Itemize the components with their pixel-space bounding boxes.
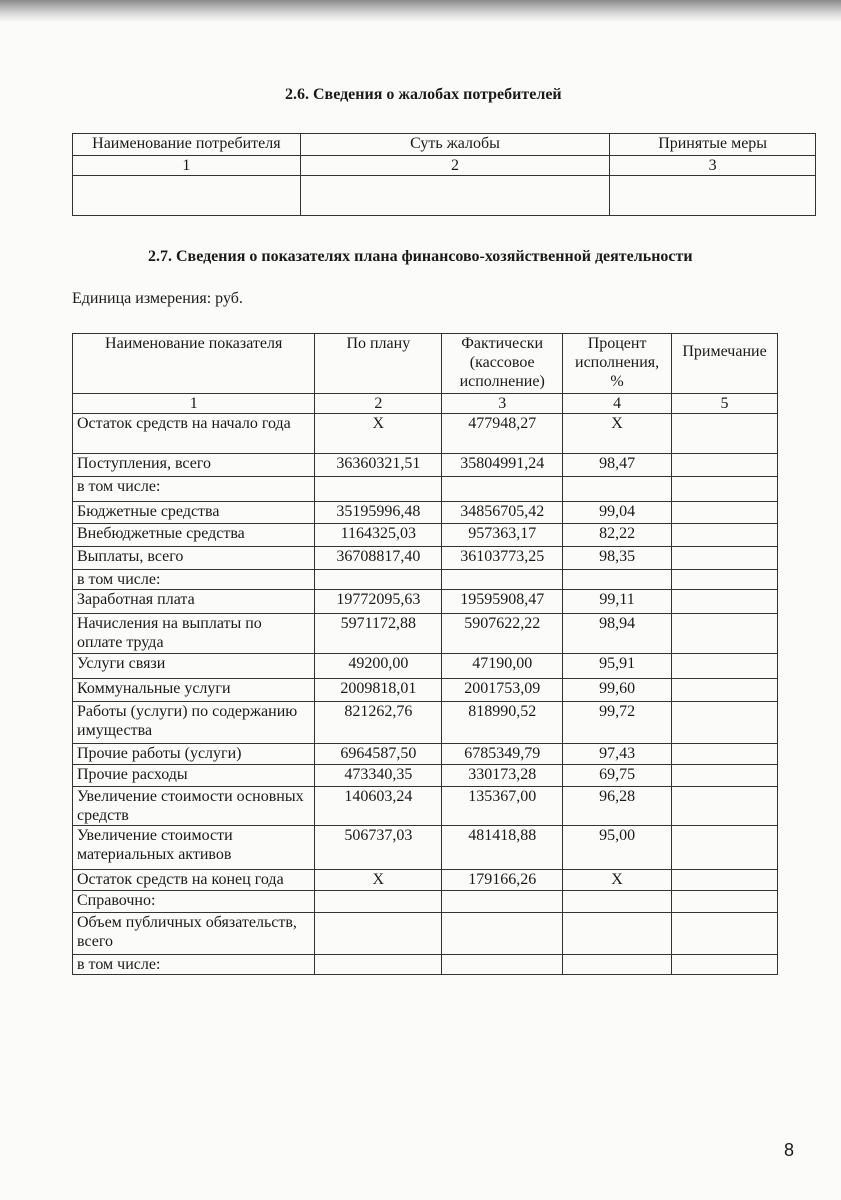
note-cell: [672, 547, 778, 570]
percent-value: [563, 891, 672, 913]
note-cell: [672, 524, 778, 547]
fact-value: 481418,88: [442, 826, 563, 870]
row-name: в том числе:: [73, 955, 315, 975]
percent-value: 98,94: [563, 614, 672, 654]
table-row: [73, 744, 778, 765]
row-name: в том числе:: [73, 570, 315, 590]
fact-value: 19595908,47: [442, 590, 563, 614]
plan-value: 6964587,50: [315, 744, 442, 765]
plan-value: [315, 570, 442, 590]
note-cell: [672, 913, 778, 955]
fact-value: 477948,27: [442, 414, 563, 454]
fact-value: [442, 570, 563, 590]
percent-value: [563, 955, 672, 975]
row-name: в том числе:: [73, 477, 315, 502]
fact-value: 47190,00: [442, 654, 563, 679]
plan-value: 473340,35: [315, 765, 442, 787]
fact-value: 36103773,25: [442, 547, 563, 570]
row-name: Внебюджетные средства: [73, 524, 315, 547]
header-cell: Примечание: [672, 334, 778, 394]
fact-value: [442, 913, 563, 955]
table-row: [73, 891, 778, 913]
note-cell: [672, 454, 778, 477]
fact-value: 5907622,22: [442, 614, 563, 654]
row-name: Работы (услуги) по содержанию имущества: [73, 702, 315, 744]
fact-value: 2001753,09: [442, 679, 563, 702]
table-row: [73, 454, 778, 477]
percent-value: 98,47: [563, 454, 672, 477]
fact-value: [442, 891, 563, 913]
column-number: 3: [442, 394, 563, 414]
row-name: Увеличение стоимости материальных активов: [73, 826, 315, 870]
table-header-row: [73, 134, 816, 156]
column-number: 4: [563, 394, 672, 414]
table-row: [73, 679, 778, 702]
note-cell: [672, 679, 778, 702]
fact-value: 179166,26: [442, 870, 563, 891]
percent-value: [563, 913, 672, 955]
note-cell: [672, 787, 778, 826]
percent-value: X: [563, 870, 672, 891]
scan-edge-shadow: [0, 0, 841, 22]
fact-value: 135367,00: [442, 787, 563, 826]
section-2-6-title: 2.6. Сведения о жалобах потребителей: [285, 86, 562, 103]
percent-value: 97,43: [563, 744, 672, 765]
fact-value: 957363,17: [442, 524, 563, 547]
header-cell: Процент исполнения, %: [563, 334, 672, 394]
percent-value: 82,22: [563, 524, 672, 547]
note-cell: [672, 570, 778, 590]
plan-value: [315, 891, 442, 913]
row-name: Объем публичных обязательств, всего: [73, 913, 315, 955]
table-row: [73, 524, 778, 547]
header-cell: Наименование показателя: [73, 334, 315, 394]
percent-value: 98,35: [563, 547, 672, 570]
header-cell: Суть жалобы: [300, 134, 609, 156]
note-cell: [672, 955, 778, 975]
percent-value: 99,04: [563, 502, 672, 524]
row-name: Поступления, всего: [73, 454, 315, 477]
note-cell: [672, 614, 778, 654]
table-row: [73, 547, 778, 570]
table-row: [73, 414, 778, 454]
column-number: 1: [73, 156, 301, 176]
column-number: 3: [610, 156, 816, 176]
table-row: [73, 614, 778, 654]
table-row: [73, 787, 778, 826]
note-cell: [672, 590, 778, 614]
table-row: [73, 502, 778, 524]
header-cell: Принятые меры: [610, 134, 816, 156]
plan-value: 2009818,01: [315, 679, 442, 702]
plan-value: X: [315, 414, 442, 454]
table-row: [73, 955, 778, 975]
note-cell: [672, 744, 778, 765]
plan-value: 49200,00: [315, 654, 442, 679]
note-cell: [672, 891, 778, 913]
table-row: [73, 913, 778, 955]
row-name: Прочие расходы: [73, 765, 315, 787]
percent-value: 99,11: [563, 590, 672, 614]
percent-value: 95,91: [563, 654, 672, 679]
plan-value: [315, 477, 442, 502]
header-cell: Наименование потребителя: [73, 134, 301, 156]
fact-value: 818990,52: [442, 702, 563, 744]
table-row: [73, 826, 778, 870]
row-name: Коммунальные услуги: [73, 679, 315, 702]
percent-value: 96,28: [563, 787, 672, 826]
plan-value: 821262,76: [315, 702, 442, 744]
note-cell: [672, 702, 778, 744]
row-name: Бюджетные средства: [73, 502, 315, 524]
row-name: Справочно:: [73, 891, 315, 913]
column-number-row: [73, 156, 816, 176]
plan-value: [315, 913, 442, 955]
row-name: Остаток средств на начало года: [73, 414, 315, 454]
plan-value: 140603,24: [315, 787, 442, 826]
fact-value: [442, 955, 563, 975]
column-number-row: [73, 394, 778, 414]
note-cell: [672, 502, 778, 524]
note-cell: [672, 414, 778, 454]
fact-value: 330173,28: [442, 765, 563, 787]
percent-value: 69,75: [563, 765, 672, 787]
row-name: Прочие работы (услуги): [73, 744, 315, 765]
plan-value: X: [315, 870, 442, 891]
column-number: 2: [300, 156, 609, 176]
percent-value: X: [563, 414, 672, 454]
note-cell: [672, 765, 778, 787]
row-name: Остаток средств на конец года: [73, 870, 315, 891]
table-row: [73, 477, 778, 502]
note-cell: [672, 826, 778, 870]
table-row: [73, 590, 778, 614]
column-number: 5: [672, 394, 778, 414]
plan-value: 36360321,51: [315, 454, 442, 477]
percent-value: 99,72: [563, 702, 672, 744]
plan-value: [315, 955, 442, 975]
table-row: [73, 176, 816, 216]
table-row: [73, 870, 778, 891]
percent-value: 99,60: [563, 679, 672, 702]
table-header-row: [73, 334, 778, 394]
row-name: Начисления на выплаты по оплате труда: [73, 614, 315, 654]
fact-value: [442, 477, 563, 502]
note-cell: [672, 477, 778, 502]
table-row: [73, 702, 778, 744]
header-cell: Фактически (кассовое исполнение): [442, 334, 563, 394]
plan-value: 36708817,40: [315, 547, 442, 570]
section-2-7-title: 2.7. Сведения о показателях плана финансово-хозяйственной деятельности: [148, 248, 693, 265]
note-cell: [672, 870, 778, 891]
financial-plan-table: [72, 333, 778, 975]
table-row: [73, 570, 778, 590]
row-name: Увеличение стоимости основных средств: [73, 787, 315, 826]
page-number: 8: [784, 1140, 795, 1160]
row-name: Заработная плата: [73, 590, 315, 614]
plan-value: 5971172,88: [315, 614, 442, 654]
percent-value: 95,00: [563, 826, 672, 870]
column-number: 1: [73, 394, 315, 414]
header-cell: По плану: [315, 334, 442, 394]
fact-value: 6785349,79: [442, 744, 563, 765]
column-number: 2: [315, 394, 442, 414]
plan-value: 35195996,48: [315, 502, 442, 524]
unit-label: Единица измерения: руб.: [72, 290, 243, 307]
percent-value: [563, 477, 672, 502]
table-row: [73, 654, 778, 679]
plan-value: 506737,03: [315, 826, 442, 870]
table-row: [73, 765, 778, 787]
row-name: Выплаты, всего: [73, 547, 315, 570]
complaints-table: [72, 133, 816, 216]
note-cell: [672, 654, 778, 679]
fact-value: 35804991,24: [442, 454, 563, 477]
plan-value: 19772095,63: [315, 590, 442, 614]
plan-value: 1164325,03: [315, 524, 442, 547]
fact-value: 34856705,42: [442, 502, 563, 524]
percent-value: [563, 570, 672, 590]
row-name: Услуги связи: [73, 654, 315, 679]
